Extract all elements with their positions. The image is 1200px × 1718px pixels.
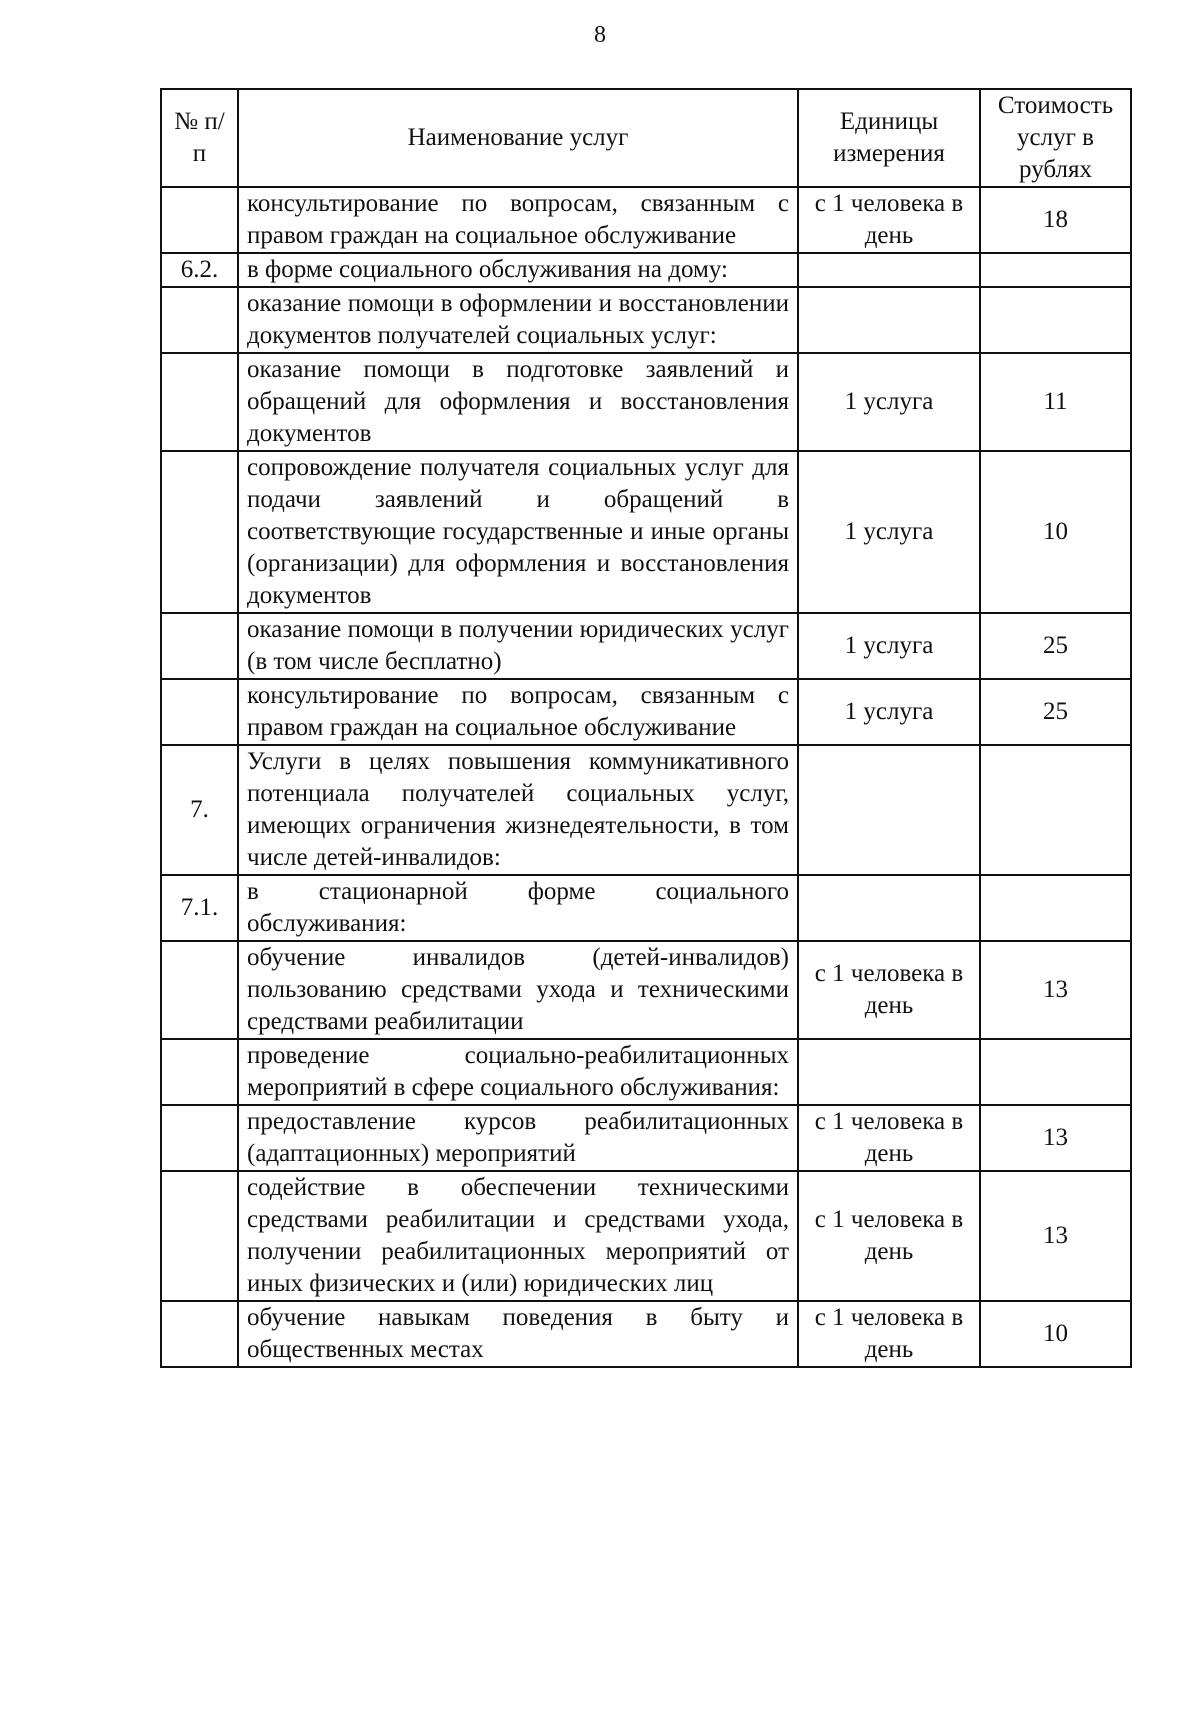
page-number: 8 (594, 22, 606, 48)
row-cost: 18 (980, 187, 1131, 253)
row-unit (798, 253, 980, 287)
row-unit: 1 услуга (798, 451, 980, 613)
table-row (161, 451, 1131, 613)
row-name: предоставление курсов реабилитационных (адаптационных) мероприятий (238, 1105, 798, 1171)
row-name: консультирование по вопросам, связанным с правом граждан на социальное обслуживание (238, 187, 798, 253)
row-cost (980, 875, 1131, 941)
table-row (161, 875, 1131, 941)
row-num: 6.2. (161, 253, 238, 287)
row-unit: с 1 человека в день (798, 1105, 980, 1171)
table-row (161, 1171, 1131, 1301)
table-header-row (161, 89, 1131, 187)
row-unit: с 1 человека в день (798, 941, 980, 1039)
row-unit: 1 услуга (798, 613, 980, 679)
services-table (160, 88, 1132, 1368)
row-name: сопровождение получателя социальных услуг для подачи заявлений и обращений в соответствующие государственные и иные органы (организации) для оформления и восстановления документов (238, 451, 798, 613)
row-num (161, 941, 238, 1039)
row-num: 7.1. (161, 875, 238, 941)
table-row (161, 941, 1131, 1039)
row-cost (980, 253, 1131, 287)
table-row (161, 253, 1131, 287)
row-cost (980, 287, 1131, 353)
row-name: обучение инвалидов (детей-инвалидов) пользованию средствами ухода и техническими средствами реабилитации (238, 941, 798, 1039)
header-cost: Стоимость услуг в рублях (980, 89, 1131, 187)
row-unit: с 1 человека в день (798, 187, 980, 253)
table-row (161, 1039, 1131, 1105)
row-cost: 13 (980, 1105, 1131, 1171)
row-unit (798, 745, 980, 875)
row-cost: 10 (980, 1301, 1131, 1367)
row-unit: с 1 человека в день (798, 1171, 980, 1301)
row-num (161, 1301, 238, 1367)
table-row (161, 1301, 1131, 1367)
row-name: проведение социально-реабилитационных мероприятий в сфере социального обслуживания: (238, 1039, 798, 1105)
table-row (161, 353, 1131, 451)
row-name: оказание помощи в получении юридических услуг (в том числе бесплатно) (238, 613, 798, 679)
row-num (161, 451, 238, 613)
row-num (161, 187, 238, 253)
header-name: Наименование услуг (238, 89, 798, 187)
row-unit (798, 875, 980, 941)
row-cost (980, 745, 1131, 875)
table-row (161, 187, 1131, 253)
table-row (161, 745, 1131, 875)
row-num (161, 613, 238, 679)
table-row (161, 1105, 1131, 1171)
row-cost: 13 (980, 1171, 1131, 1301)
row-num (161, 1039, 238, 1105)
row-name: оказание помощи в оформлении и восстановлении документов получателей социальных услуг: (238, 287, 798, 353)
row-cost: 10 (980, 451, 1131, 613)
header-unit: Единицы измерения (798, 89, 980, 187)
table-row (161, 613, 1131, 679)
row-name: Услуги в целях повышения коммуникативного потенциала получателей социальных услуг, имеющих ограничения жизнедеятельности, в том числе детей-инвалидов: (238, 745, 798, 875)
row-name: обучение навыкам поведения в быту и общественных местах (238, 1301, 798, 1367)
row-num (161, 353, 238, 451)
row-unit: с 1 человека в день (798, 1301, 980, 1367)
row-unit: 1 услуга (798, 353, 980, 451)
row-unit (798, 287, 980, 353)
row-name: консультирование по вопросам, связанным с правом граждан на социальное обслуживание (238, 679, 798, 745)
row-unit (798, 1039, 980, 1105)
row-num: 7. (161, 745, 238, 875)
row-num (161, 1105, 238, 1171)
row-cost: 25 (980, 679, 1131, 745)
row-cost: 25 (980, 613, 1131, 679)
row-name: содействие в обеспечении техническими средствами реабилитации и средствами ухода, получении реабилитационных мероприятий от иных физических и (или) юридических лиц (238, 1171, 798, 1301)
row-unit: 1 услуга (798, 679, 980, 745)
table-row (161, 679, 1131, 745)
row-name: в форме социального обслуживания на дому: (238, 253, 798, 287)
row-cost: 11 (980, 353, 1131, 451)
table-row (161, 287, 1131, 353)
row-name: в стационарной форме социального обслуживания: (238, 875, 798, 941)
header-num: № п/п (161, 89, 238, 187)
row-num (161, 1171, 238, 1301)
row-cost (980, 1039, 1131, 1105)
row-cost: 13 (980, 941, 1131, 1039)
row-num (161, 679, 238, 745)
row-name: оказание помощи в подготовке заявлений и обращений для оформления и восстановления документов (238, 353, 798, 451)
row-num (161, 287, 238, 353)
